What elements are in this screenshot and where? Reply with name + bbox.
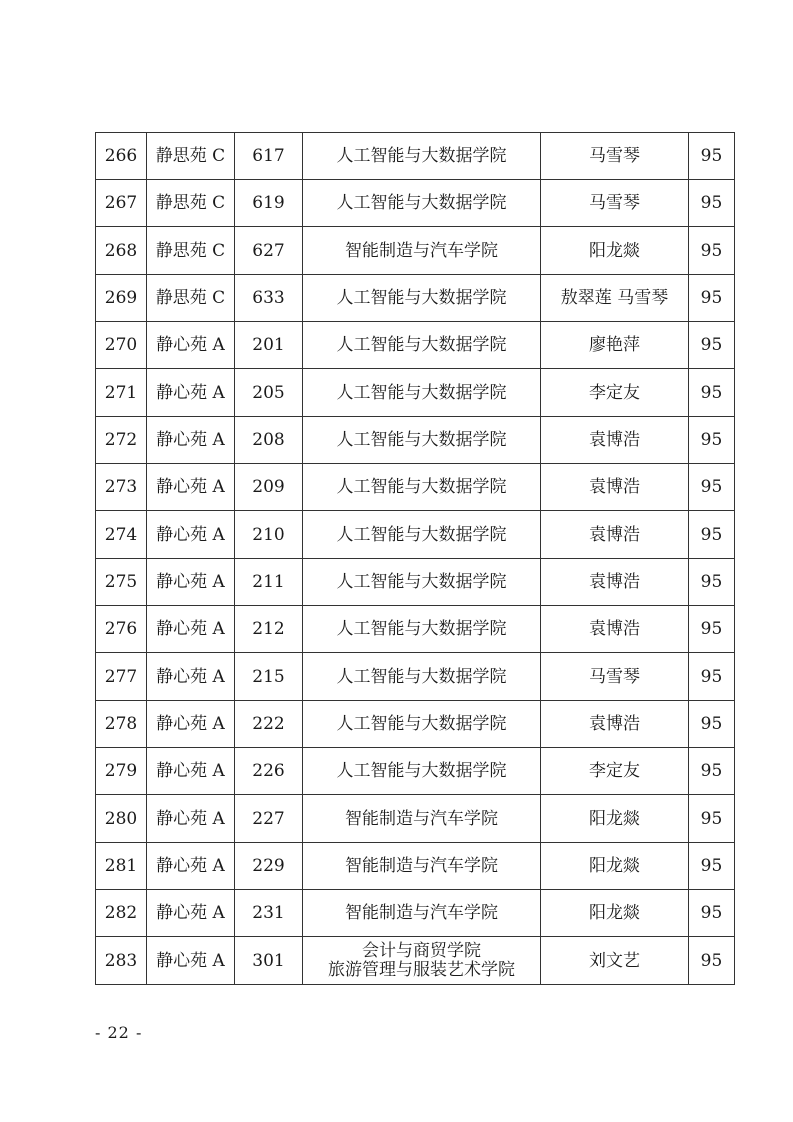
table-row xyxy=(96,180,735,227)
table-row xyxy=(96,511,735,559)
room-number-cell: 205 xyxy=(235,369,303,417)
teacher-cell: 阳龙燚 xyxy=(541,890,689,937)
college-cell xyxy=(303,748,541,795)
score-cell: 95 xyxy=(689,748,735,795)
score-cell: 95 xyxy=(689,843,735,890)
building-cell: 静思苑 C xyxy=(147,180,235,227)
building-cell: 静心苑 A xyxy=(147,606,235,653)
college-cell xyxy=(303,559,541,606)
room-number-cell: 212 xyxy=(235,606,303,653)
table-row xyxy=(96,322,735,369)
college-name: 智能制造与汽车学院 xyxy=(345,856,498,876)
serial-number-cell: 276 xyxy=(96,606,147,653)
teacher-cell: 马雪琴 xyxy=(541,133,689,180)
score-cell: 95 xyxy=(689,559,735,606)
room-number-cell: 627 xyxy=(235,227,303,275)
college-cell xyxy=(303,606,541,653)
room-number-cell: 617 xyxy=(235,133,303,180)
building-cell: 静思苑 C xyxy=(147,133,235,180)
room-number-cell: 231 xyxy=(235,890,303,937)
score-cell: 95 xyxy=(689,369,735,417)
table-row xyxy=(96,890,735,937)
college-cell xyxy=(303,464,541,511)
college-name: 人工智能与大数据学院 xyxy=(336,619,507,639)
college-name: 人工智能与大数据学院 xyxy=(336,288,507,308)
table-row xyxy=(96,701,735,748)
building-cell: 静心苑 A xyxy=(147,653,235,701)
teacher-cell: 袁博浩 xyxy=(541,417,689,464)
serial-number-cell: 278 xyxy=(96,701,147,748)
college-cell xyxy=(303,180,541,227)
college-name: 人工智能与大数据学院 xyxy=(336,477,507,497)
building-cell: 静心苑 A xyxy=(147,843,235,890)
table-row xyxy=(96,559,735,606)
college-name: 人工智能与大数据学院 xyxy=(336,572,507,592)
table-row xyxy=(96,843,735,890)
building-cell: 静思苑 C xyxy=(147,275,235,322)
serial-number-cell: 266 xyxy=(96,133,147,180)
college-cell xyxy=(303,701,541,748)
score-cell: 95 xyxy=(689,701,735,748)
college-cell xyxy=(303,369,541,417)
room-number-cell: 301 xyxy=(235,937,303,985)
building-cell: 静心苑 A xyxy=(147,464,235,511)
college-name: 人工智能与大数据学院 xyxy=(336,146,507,166)
score-cell: 95 xyxy=(689,464,735,511)
teacher-cell: 敖翠莲 马雪琴 xyxy=(541,275,689,322)
college-cell xyxy=(303,511,541,559)
table-row xyxy=(96,133,735,180)
table-row xyxy=(96,275,735,322)
college-name: 旅游管理与服装艺术学院 xyxy=(328,959,515,980)
serial-number-cell: 271 xyxy=(96,369,147,417)
score-cell: 95 xyxy=(689,511,735,559)
building-cell: 静心苑 A xyxy=(147,322,235,369)
teacher-cell: 阳龙燚 xyxy=(541,227,689,275)
table-row xyxy=(96,417,735,464)
teacher-cell: 李定友 xyxy=(541,369,689,417)
room-number-cell: 633 xyxy=(235,275,303,322)
building-cell: 静心苑 A xyxy=(147,748,235,795)
serial-number-cell: 270 xyxy=(96,322,147,369)
teacher-cell: 袁博浩 xyxy=(541,559,689,606)
college-name: 会计与商贸学院 xyxy=(362,940,481,961)
serial-number-cell: 279 xyxy=(96,748,147,795)
score-cell: 95 xyxy=(689,275,735,322)
score-cell: 95 xyxy=(689,937,735,985)
table-row xyxy=(96,748,735,795)
serial-number-cell: 269 xyxy=(96,275,147,322)
teacher-cell: 李定友 xyxy=(541,748,689,795)
table-row xyxy=(96,653,735,701)
score-cell: 95 xyxy=(689,890,735,937)
college-cell xyxy=(303,937,541,985)
college-cell xyxy=(303,653,541,701)
teacher-cell: 袁博浩 xyxy=(541,701,689,748)
score-cell: 95 xyxy=(689,795,735,843)
serial-number-cell: 282 xyxy=(96,890,147,937)
table-row xyxy=(96,937,735,985)
serial-number-cell: 272 xyxy=(96,417,147,464)
room-number-cell: 229 xyxy=(235,843,303,890)
serial-number-cell: 283 xyxy=(96,937,147,985)
table-body xyxy=(96,133,735,985)
building-cell: 静心苑 A xyxy=(147,795,235,843)
serial-number-cell: 268 xyxy=(96,227,147,275)
college-cell xyxy=(303,417,541,464)
college-name: 人工智能与大数据学院 xyxy=(336,524,507,545)
room-number-cell: 226 xyxy=(235,748,303,795)
teacher-cell: 袁博浩 xyxy=(541,606,689,653)
score-cell: 95 xyxy=(689,227,735,275)
room-number-cell: 209 xyxy=(235,464,303,511)
room-number-cell: 211 xyxy=(235,559,303,606)
room-number-cell: 210 xyxy=(235,511,303,559)
college-name: 人工智能与大数据学院 xyxy=(336,193,507,213)
college-cell xyxy=(303,322,541,369)
teacher-cell: 袁博浩 xyxy=(541,511,689,559)
building-cell: 静思苑 C xyxy=(147,227,235,275)
building-cell: 静心苑 A xyxy=(147,559,235,606)
room-number-cell: 227 xyxy=(235,795,303,843)
score-cell: 95 xyxy=(689,417,735,464)
room-number-cell: 208 xyxy=(235,417,303,464)
score-cell: 95 xyxy=(689,606,735,653)
serial-number-cell: 281 xyxy=(96,843,147,890)
serial-number-cell: 267 xyxy=(96,180,147,227)
building-cell: 静心苑 A xyxy=(147,511,235,559)
college-name: 人工智能与大数据学院 xyxy=(336,335,507,355)
building-cell: 静心苑 A xyxy=(147,937,235,985)
teacher-cell: 阳龙燚 xyxy=(541,795,689,843)
teacher-cell: 袁博浩 xyxy=(541,464,689,511)
room-number-cell: 222 xyxy=(235,701,303,748)
college-name: 智能制造与汽车学院 xyxy=(345,903,498,923)
serial-number-cell: 273 xyxy=(96,464,147,511)
building-cell: 静心苑 A xyxy=(147,890,235,937)
college-cell xyxy=(303,795,541,843)
room-number-cell: 619 xyxy=(235,180,303,227)
score-cell: 95 xyxy=(689,322,735,369)
teacher-cell: 马雪琴 xyxy=(541,180,689,227)
table-row xyxy=(96,464,735,511)
college-name: 人工智能与大数据学院 xyxy=(336,382,507,403)
building-cell: 静心苑 A xyxy=(147,417,235,464)
table-row xyxy=(96,606,735,653)
room-number-cell: 215 xyxy=(235,653,303,701)
teacher-cell: 廖艳萍 xyxy=(541,322,689,369)
college-name: 智能制造与汽车学院 xyxy=(345,240,498,261)
page-number: - 22 - xyxy=(95,1023,143,1042)
serial-number-cell: 275 xyxy=(96,559,147,606)
score-cell: 95 xyxy=(689,653,735,701)
teacher-cell: 阳龙燚 xyxy=(541,843,689,890)
college-name: 人工智能与大数据学院 xyxy=(336,714,507,734)
serial-number-cell: 280 xyxy=(96,795,147,843)
table-row xyxy=(96,369,735,417)
dormitory-score-table xyxy=(95,132,735,985)
table-row xyxy=(96,227,735,275)
college-name: 人工智能与大数据学院 xyxy=(336,430,507,450)
college-name: 人工智能与大数据学院 xyxy=(336,666,507,687)
room-number-cell: 201 xyxy=(235,322,303,369)
college-cell xyxy=(303,890,541,937)
score-cell: 95 xyxy=(689,180,735,227)
building-cell: 静心苑 A xyxy=(147,369,235,417)
college-cell xyxy=(303,227,541,275)
teacher-cell: 刘文艺 xyxy=(541,937,689,985)
serial-number-cell: 274 xyxy=(96,511,147,559)
building-cell: 静心苑 A xyxy=(147,701,235,748)
score-cell: 95 xyxy=(689,133,735,180)
college-cell xyxy=(303,133,541,180)
serial-number-cell: 277 xyxy=(96,653,147,701)
college-name: 人工智能与大数据学院 xyxy=(336,761,507,781)
table-row xyxy=(96,795,735,843)
college-cell xyxy=(303,843,541,890)
college-name: 智能制造与汽车学院 xyxy=(345,808,498,829)
college-cell xyxy=(303,275,541,322)
teacher-cell: 马雪琴 xyxy=(541,653,689,701)
